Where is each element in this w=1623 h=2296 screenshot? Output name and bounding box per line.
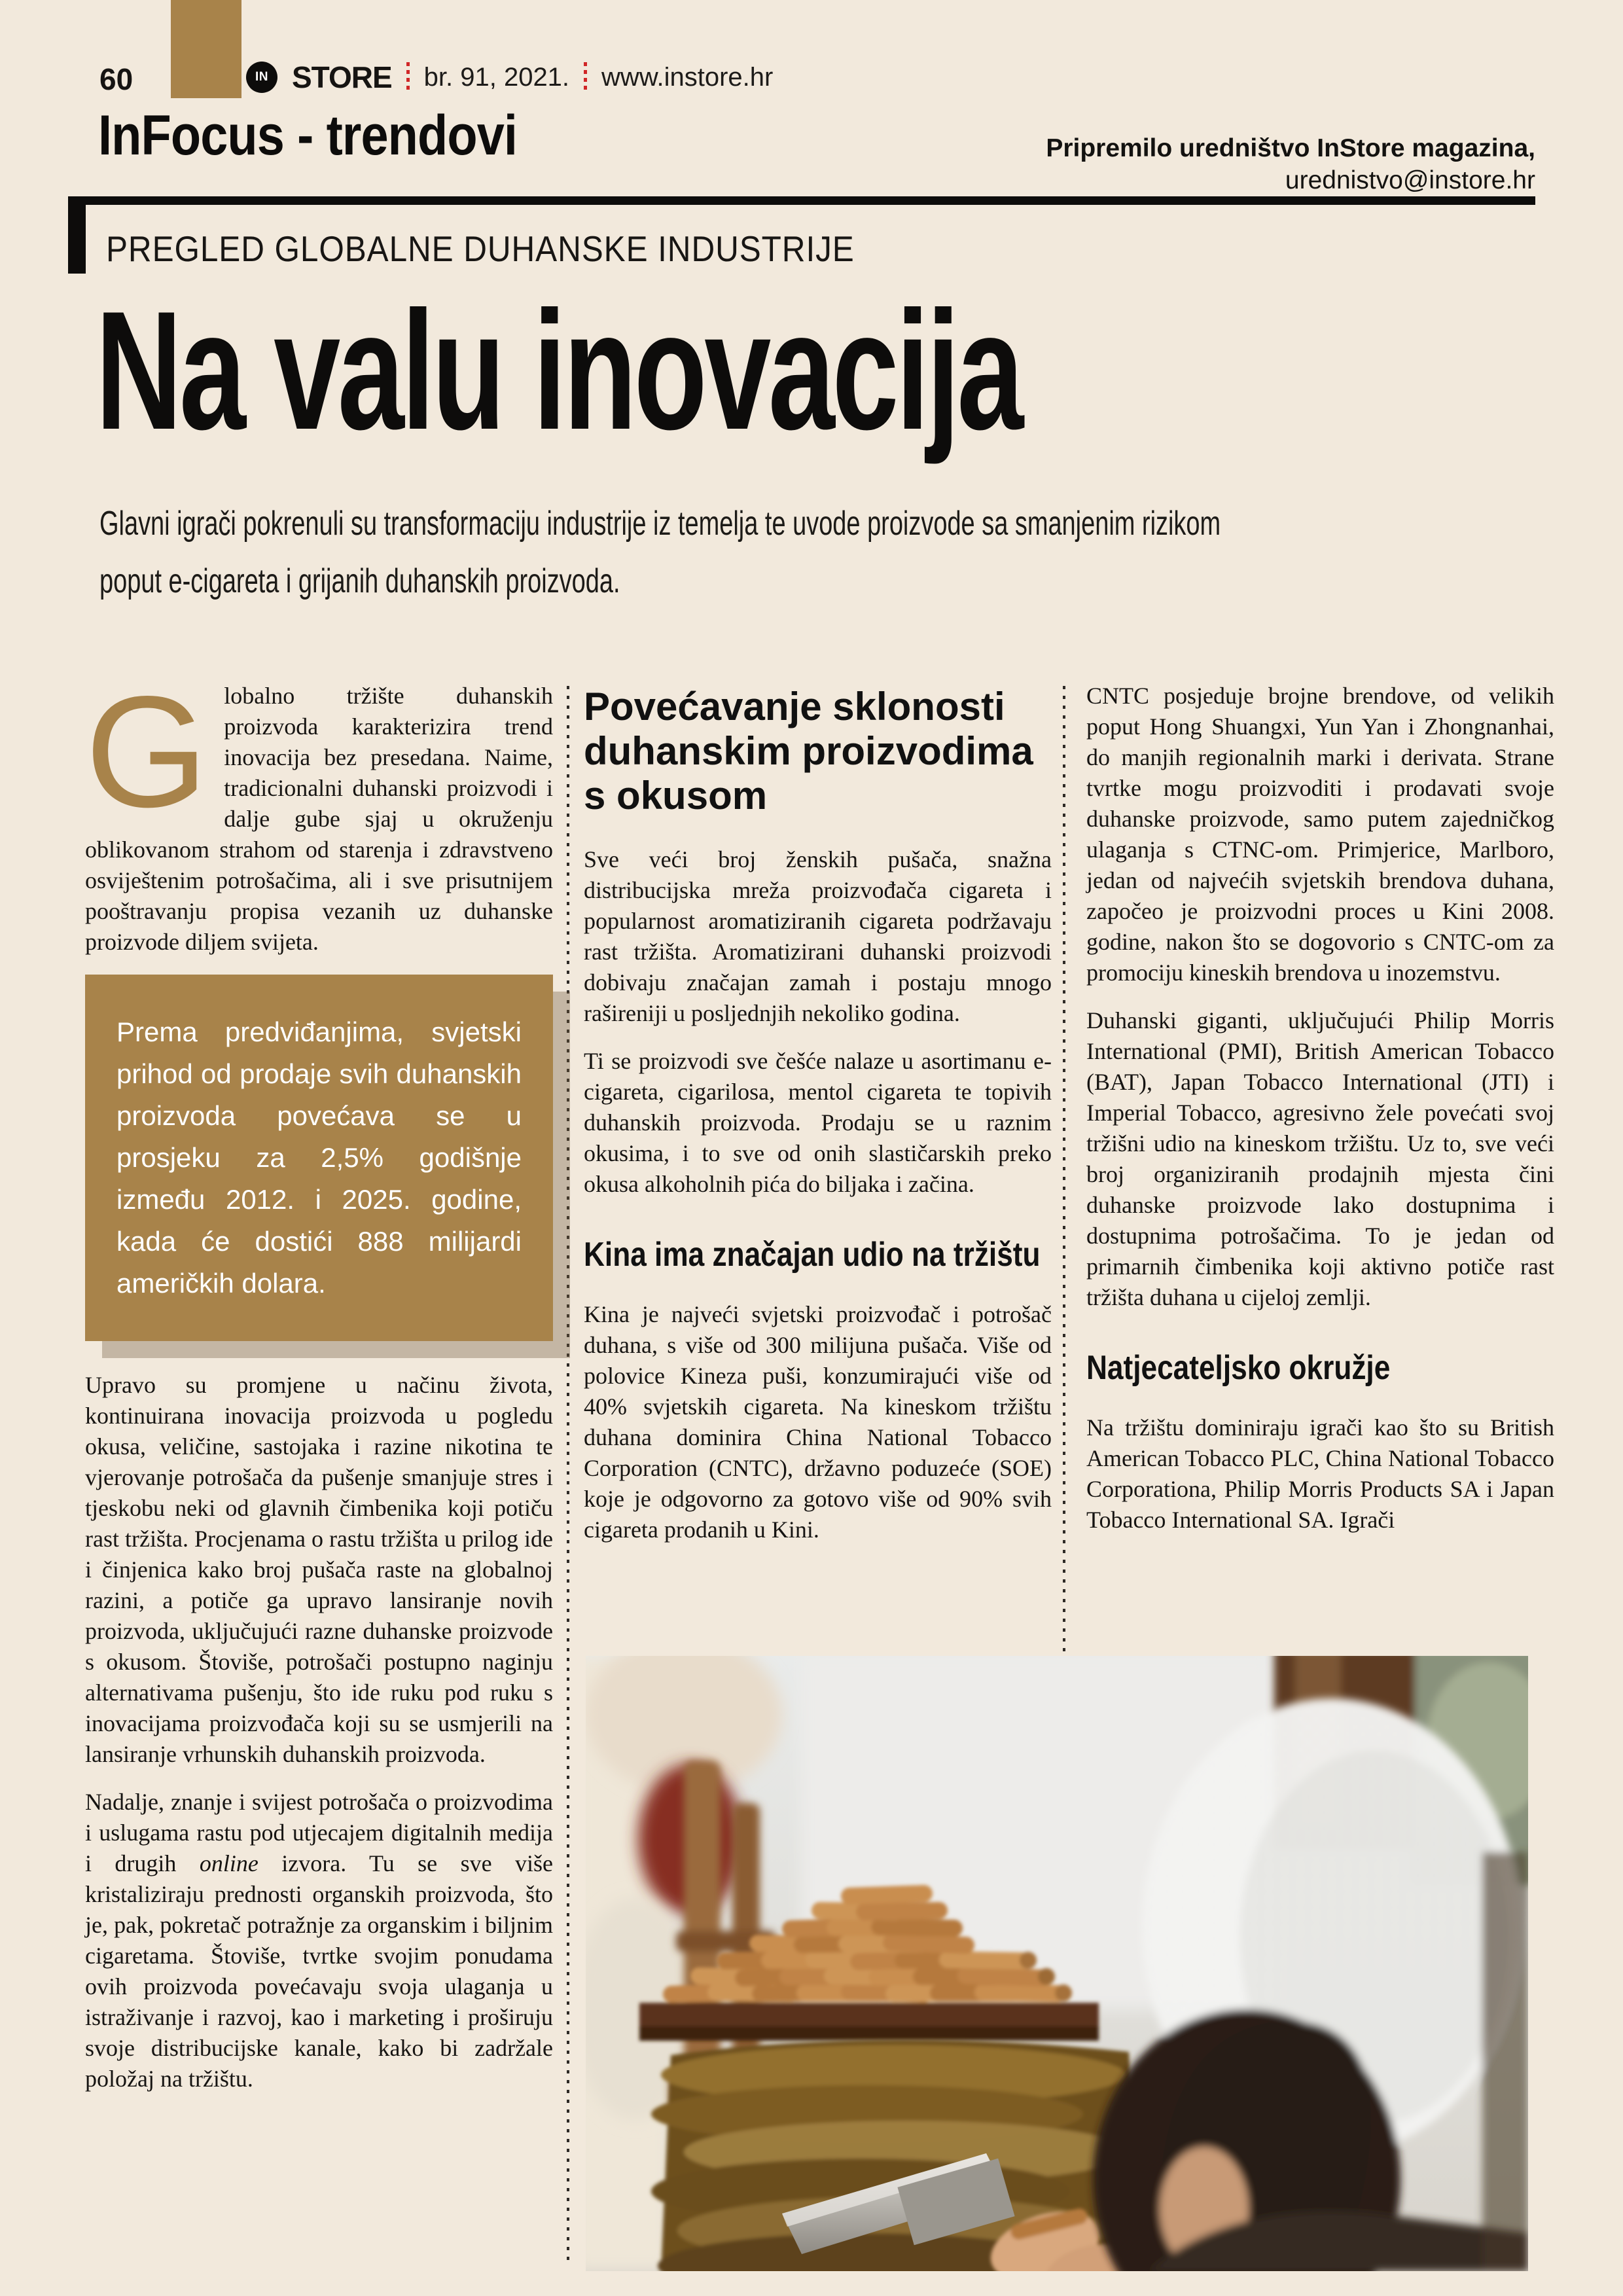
credit-line-1: Pripremilo uredništvo InStore magazina, xyxy=(1046,134,1535,162)
paragraph-text: lobalno tržište duhanskih proizvoda karakterizira trend inovacija bez presedana. Naime, tradicionalni duhanski proizvodi i dalje gube sjaj u okruženju oblikovanom strahom od starenja i zdravstveno osviještenim potrošačima, ali i sve prisutnijem pooštravanju propisa vezanih uz duhanske proizvode diljem svijeta. xyxy=(85,683,553,955)
paragraph: Na tržištu dominiraju igrači kao što su British American Tobacco PLC, China National Tobacco Corporationa, Philip Morris Products SA i Japan Tobacco International SA. Igrači xyxy=(1086,1414,1554,1533)
red-dotted-separator xyxy=(406,62,410,92)
column-left xyxy=(85,664,553,2111)
cigar-rolling-illustration xyxy=(586,1656,1528,2271)
cigar-rolling-photo xyxy=(586,1656,1528,2271)
header-rule xyxy=(68,196,1535,205)
column-middle xyxy=(584,681,1052,1562)
instore-logo-icon: IN xyxy=(246,62,277,93)
paragraph: CNTC posjeduje brojne brendove, od velikih poput Hong Shuangxi, Yun Yan i Zhongnanhai, do manjih regionalnih marki i derivata. Strane tvrtke mogu proizvoditi i prodavati svoje duhanske proizvode, samo putem zajedničkog ulaganja s CTNC-om. Primjerice, Marlboro, jedan od najvećih svjetskih brendova duhana, započeo je proizvodni proces u Kini 2008. godine, nakon što se dogovorio s CNTC-om za promociju kineskih brendova u inozemstvu. xyxy=(1086,683,1554,986)
paragraph: Duhanski giganti, uključujući Philip Morris International (PMI), British American Tobacco (BAT), Japan Tobacco International (JTI) i Imperial Tobacco, agresivno žele povećati svoj tržišni udio na kineskom tržištu. Uz to, sve veći broj organiziranih prodajnih mjesta čini duhanske proizvode lako dostupnima i dostupnima potrošačima. To je jedan od primarnih čimbenika koji aktivno potiče rast tržišta duhana u cijeloj zemlji. xyxy=(1086,1007,1554,1310)
red-dotted-separator xyxy=(584,62,587,92)
paragraph: Ti se proizvodi sve češće nalaze u asortimanu e-cigareta, cigarilosa, mentol cigareta te topivih duhanskih proizvoda. Prodaju se u raznim okusima, i to sve od onih slastičarskih preko okusa alkoholnih pića do biljaka i začina. xyxy=(584,1048,1052,1197)
paragraph xyxy=(85,664,553,958)
section-title: InFocus - trendovi xyxy=(98,104,518,167)
article-lede: Glavni igrači pokrenuli su transformaciju industrije iz temelja te uvode proizvode sa smanjenim rizikom poput e-cigareta i grijanih duhanskih proizvoda. xyxy=(99,505,1221,600)
column-right xyxy=(1086,681,1554,1552)
issue-number: br. 91, 2021. xyxy=(423,62,570,92)
subheading-china: Kina ima značajan udio na tržištu xyxy=(584,1236,1041,1274)
paragraph: Kina je najveći svjetski proizvođač i potrošač duhana, s više od 300 milijuna pušača. Više od polovice Kineza puši, konzumirajući više od 40% svjetskih cigareta. Na kineskom tržištu duhana dominira China National Tobacco Corporation (CNTC), državno poduzeće (SOE) koje je odgovorno za gotovo više od 90% svih cigareta prodanih u Kini. xyxy=(584,1301,1052,1543)
website-url: www.instore.hr xyxy=(601,62,774,92)
article-kicker: PREGLED GLOBALNE DUHANSKE INDUSTRIJE xyxy=(106,228,855,269)
column-divider xyxy=(567,686,569,2267)
column-heading: Povećavanje sklonosti duhanskim proizvodima s okusom xyxy=(584,685,1033,817)
masthead-brown-bar xyxy=(171,0,241,98)
pull-quote-box: Prema predviđanjima, svjetski prihod od prodaje svih duhanskih proizvoda povećava se u prosjeku za 2,5% godišnje između 2012. i 2025. godine, kada će dostići 888 milijardi američkih dolara. xyxy=(85,975,553,1341)
paragraph xyxy=(85,1787,553,2094)
paragraph-text: izvora. Tu se sve više kristaliziraju prednosti organskih proizvoda, što je, pak, pokretač potražnje za organskim i biljnim cigaretama. Štoviše, tvrtke svojim ponudama ovih proizvoda povećavaju svoja ulaganja u istraživanje i razvoj, kao i marketing i proširuju svoje distribucijske kanale, kako bi zadržale položaj na tržištu. xyxy=(85,1850,553,2092)
column-divider xyxy=(1063,686,1065,1656)
page-number: 60 xyxy=(99,62,134,96)
credit-email: urednistvo@instore.hr xyxy=(1285,166,1535,194)
paragraph: Sve veći broj ženskih pušača, snažna distribucijska mreža proizvođača cigareta i popularnost aromatiziranih cigareta podržavaju rast tržišta. Aromatizirani duhanski proizvodi dobivaju značajan zamah i postaju mnogo rašireniji u posljednjih nekoliko godina. xyxy=(584,846,1052,1026)
drop-cap: G xyxy=(85,664,209,840)
italic-word: online xyxy=(199,1850,259,1876)
paragraph: Upravo su promjene u načinu života, kontinuirana inovacija proizvoda u pogledu okusa, veličine, sastojaka i razine nikotina te vjerovanje potrošača da pušenje smanjuje stres i tjeskobu neki od glavnih čimbenika koji potiču rast tržišta. Procjenama o rastu tržišta u prilog ide i činjenica kako broj pušača raste na globalnoj razini, a potiče ga upravo lansiranje novih proizvoda, uključujući razne duhanske proizvode s okusom. Štoviše, potrošači postupno naginju alternativama pušenju, što ide ruku pod ruku s inovacijama proizvođača koji su se usmjerili na lansiranje vrhunskih duhanskih proizvoda. xyxy=(85,1372,553,1767)
paragraph-text: Nadalje, znanje i svijest potrošača o proizvodima i uslugama rastu pod utjecajem digitalnih medija i drugih xyxy=(85,1789,553,1876)
credit-block xyxy=(1046,132,1535,196)
logo-store-text: STORE xyxy=(292,60,392,94)
instore-logo-row xyxy=(246,60,773,94)
subheading-competition: Natjecateljsko okružje xyxy=(1086,1349,1391,1387)
section-marker-bar xyxy=(68,196,86,274)
article-title: Na valu inovacija xyxy=(96,276,1022,465)
